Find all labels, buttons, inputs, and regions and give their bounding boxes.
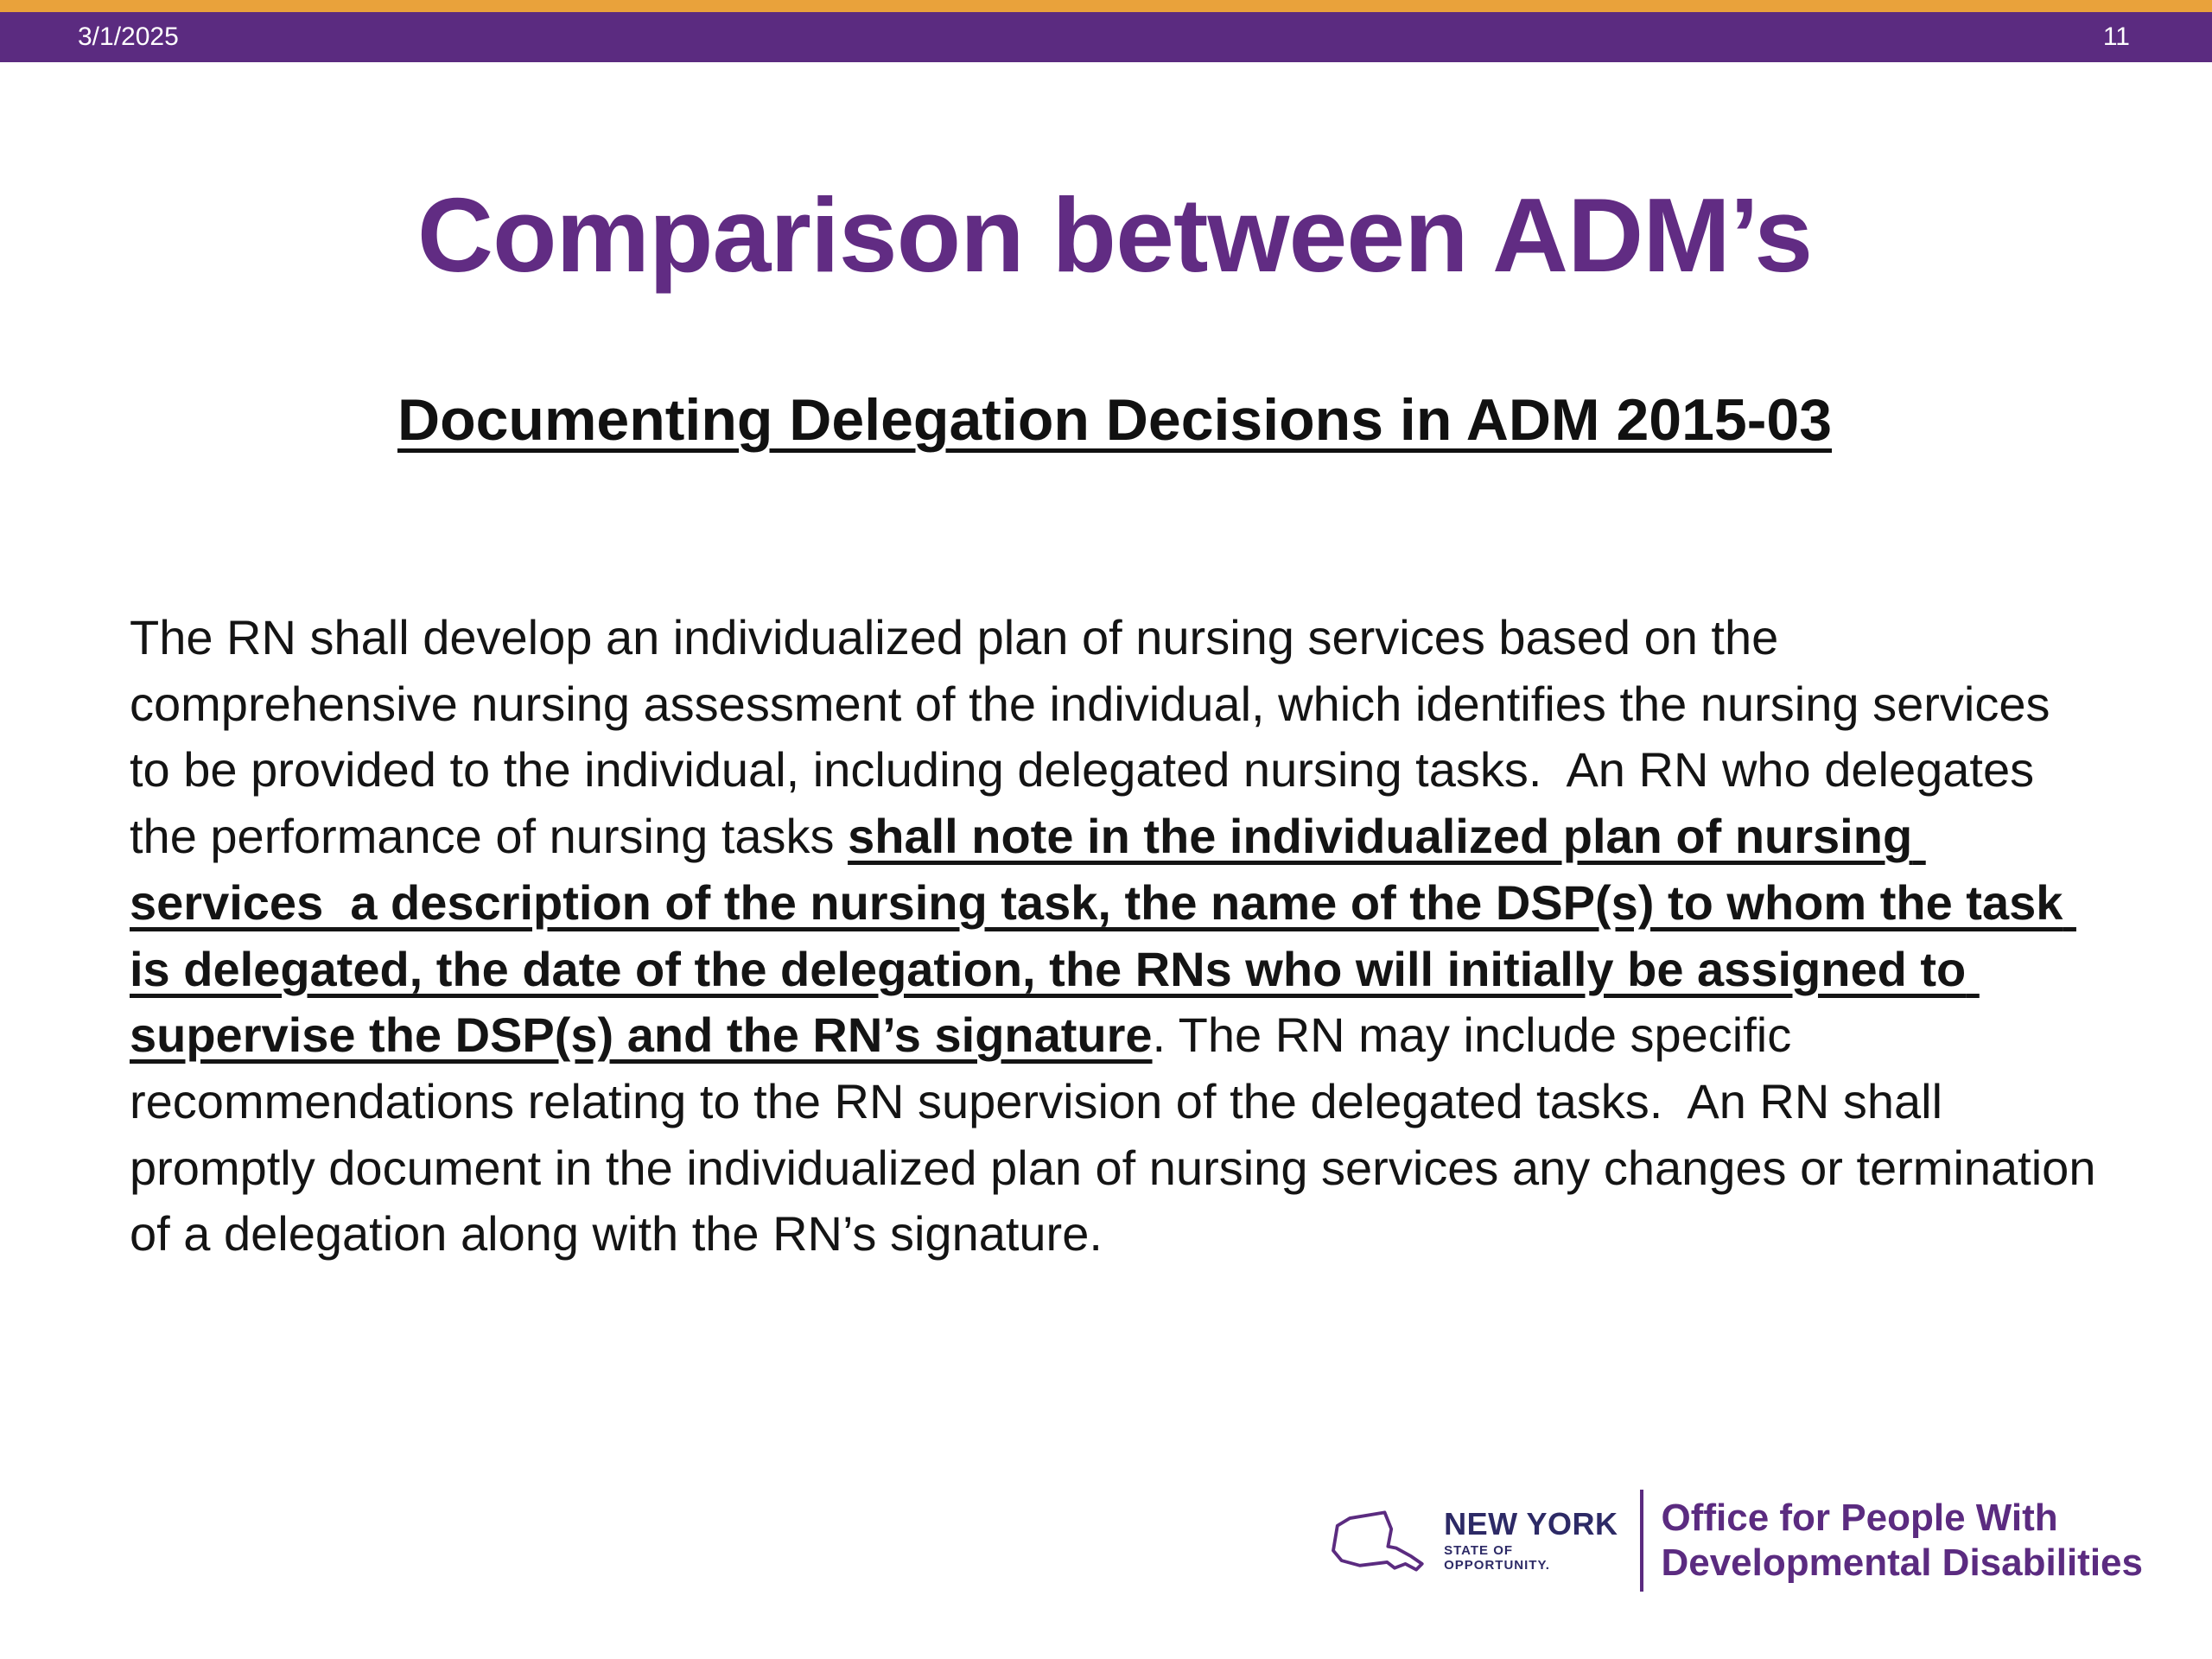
slide-content [0,175,2212,1268]
body-segment-regular-2: . The RN may include specific recommendations relating to the RN supervision of the delegated tasks. An RN shall promptly document in the individualized plan of nursing services any changes or termination of a delegation along with the RN’s signature. [130,1007,2110,1262]
top-accent-bar [0,0,2212,12]
brand-tagline [1444,1543,1618,1573]
brand-tagline-line1: STATE OF [1444,1542,1514,1558]
agency-logo [1323,1490,2143,1592]
brand-block [1444,1505,1618,1573]
body-paragraph [130,605,2110,1268]
brand-name: NEW YORK [1444,1505,1618,1541]
agency-name [1661,1496,2143,1586]
agency-name-line2: Developmental Disabilities [1661,1541,2143,1584]
brand-tagline-line2: OPPORTUNITY. [1444,1558,1550,1573]
agency-name-line1: Office for People With [1661,1497,2058,1540]
header-bar [0,12,2212,62]
logo-divider [1640,1490,1643,1592]
slide-title: Comparison between ADM’s [416,176,1813,294]
slide-date: 3/1/2025 [78,22,179,51]
slide-page-number: 11 [2102,22,2130,51]
ny-state-icon [1323,1499,1427,1582]
slide-subtitle: Documenting Delegation Decisions in ADM 2015-03 [397,387,1833,453]
body-segment-regular-1: The RN shall develop an individualized plan of nursing services based on the comprehensive nursing assessment of the individual, which identifies the nursing services to be provided to the individual, including delegated nursing tasks. An RN who delegates the performance of nursing tasks [130,610,2064,864]
body-segment-bold-underline: shall note in the individualized plan of nursing services a description of the nursing task, the name of the DSP(s) to whom the task is delegated, the date of the delegation, the RNs who will initially be assigned to supervise the DSP(s) and the RN’s signature [130,809,2076,1063]
